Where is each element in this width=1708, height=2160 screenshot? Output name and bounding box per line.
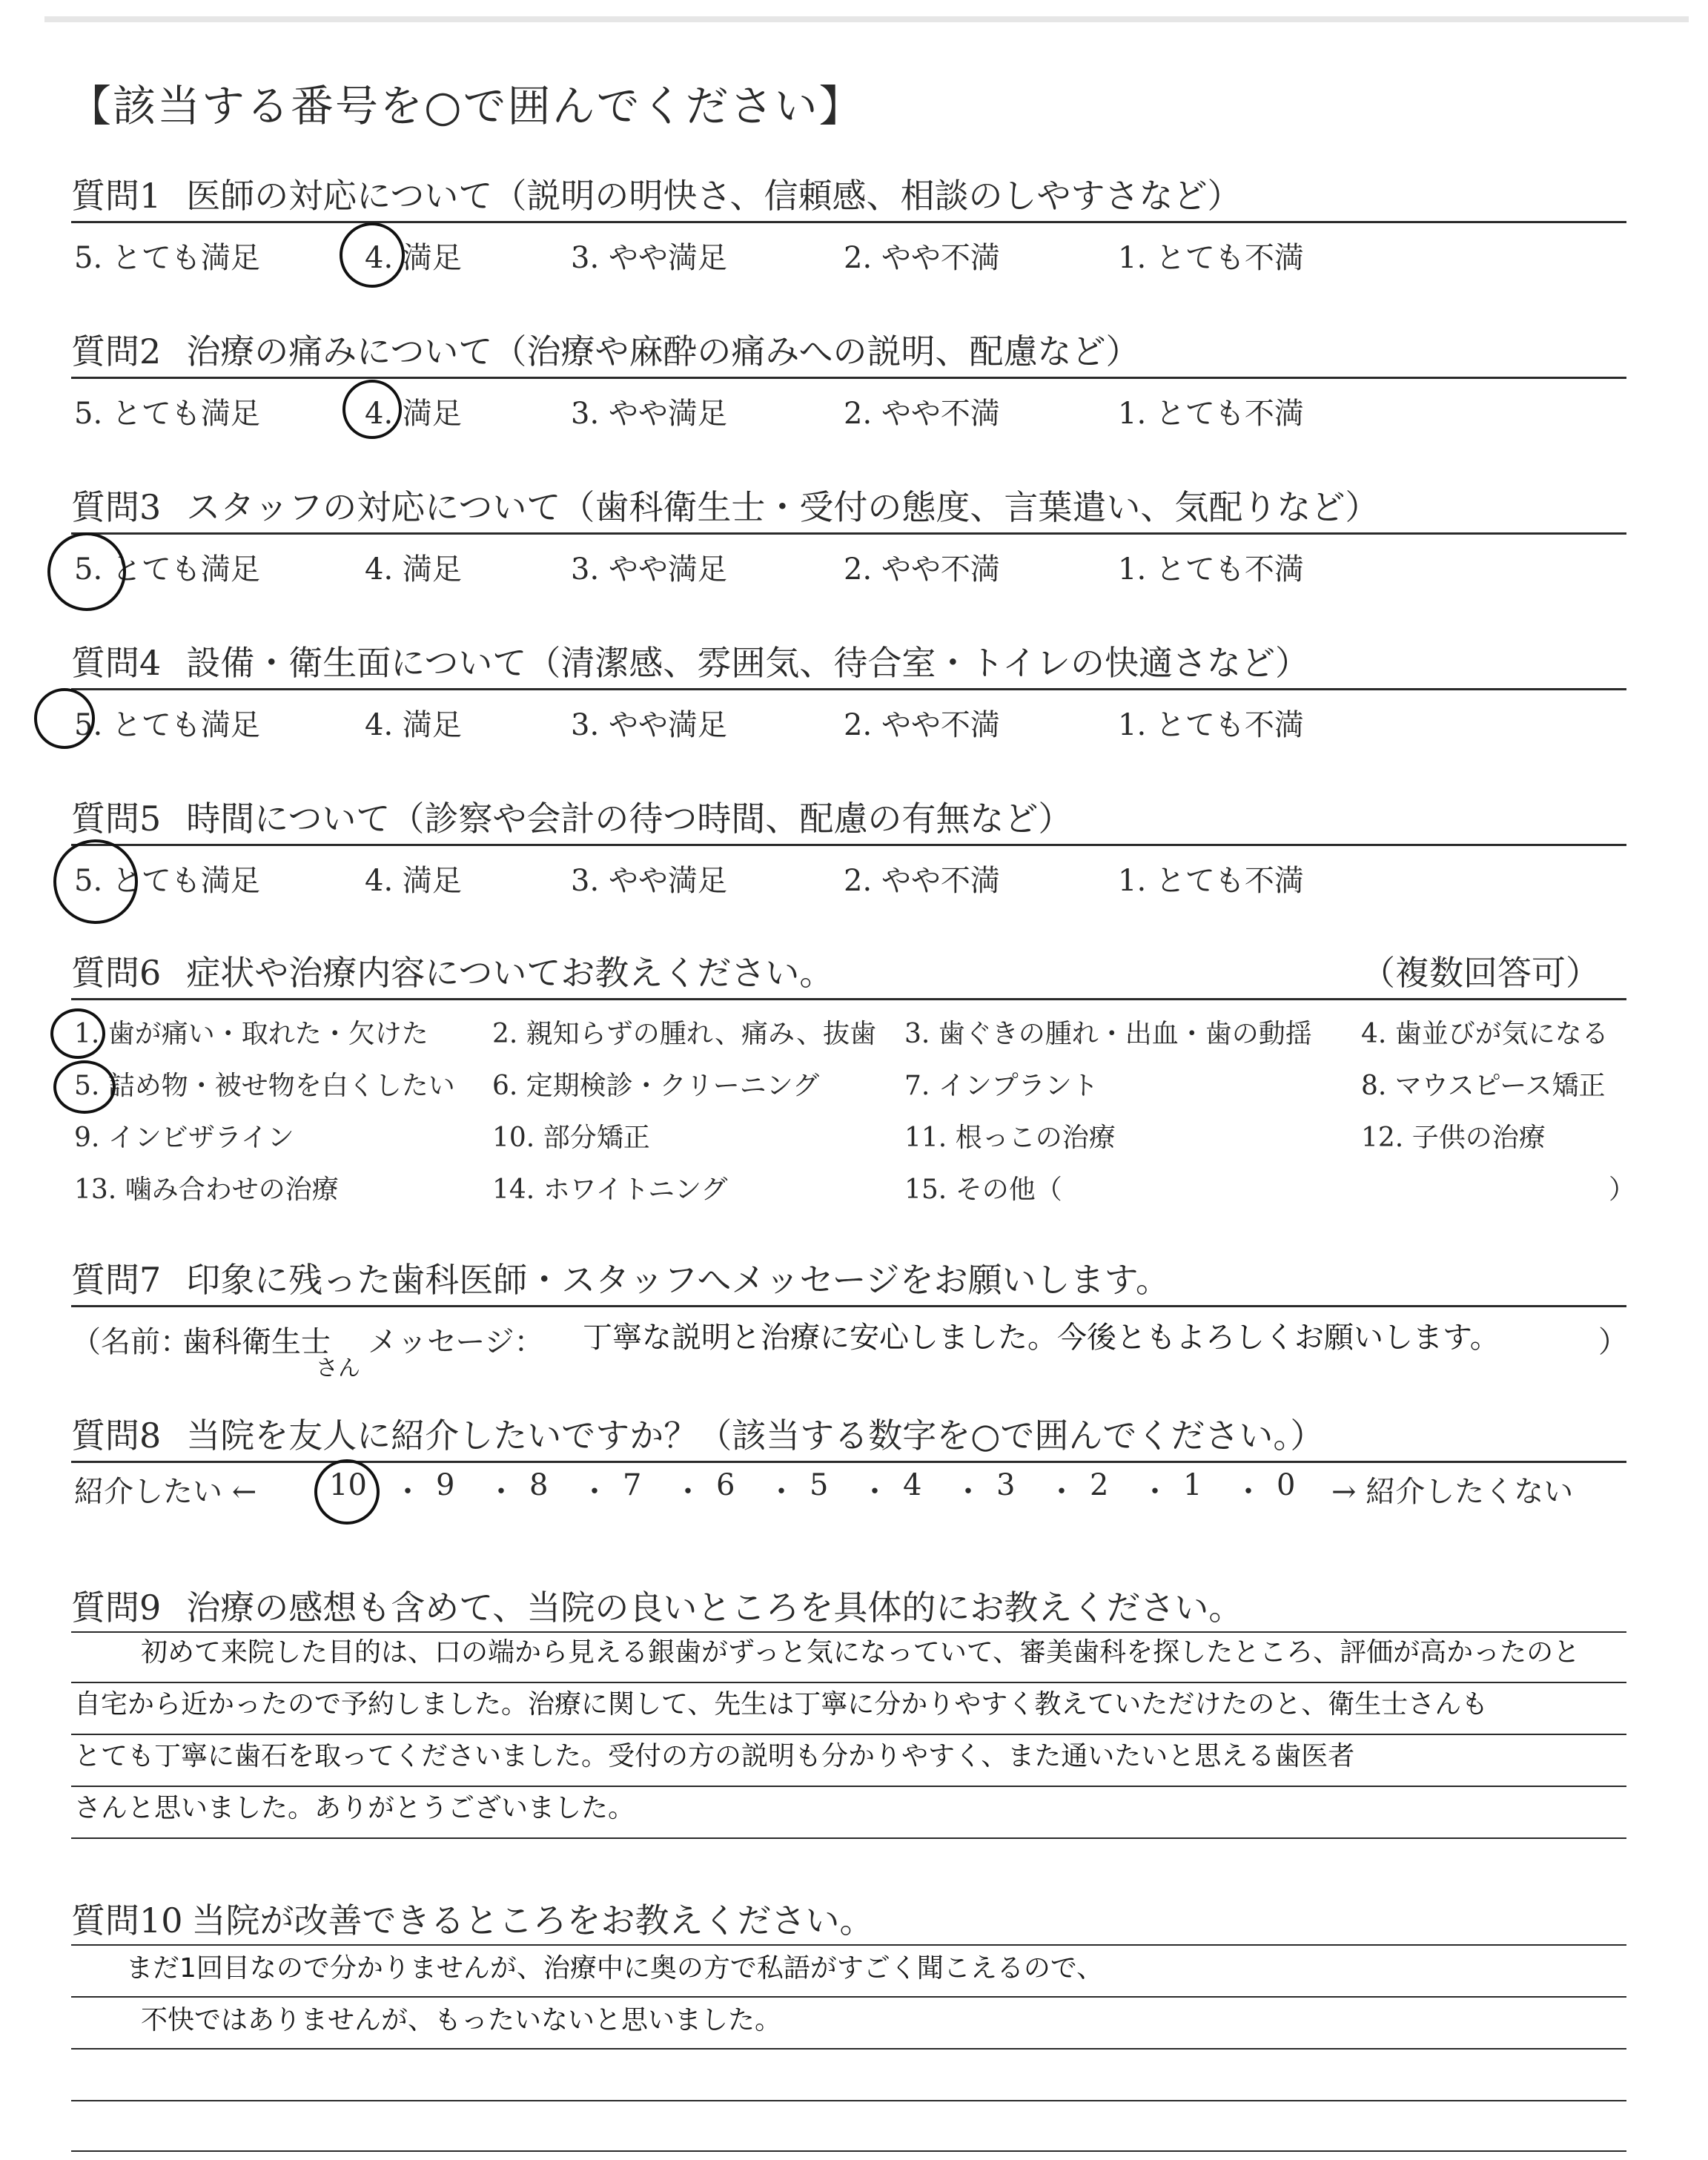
hand-drawn-circle (342, 380, 402, 439)
scale-9[interactable]: 9 (436, 1468, 455, 1502)
hand-drawn-circle (314, 1459, 380, 1525)
q6-option-10[interactable]: 10. 部分矯正 (492, 1123, 650, 1153)
scale-6[interactable]: 6 (716, 1468, 735, 1502)
question-text: スタッフの対応について（歯科衛生士・受付の態度、言葉遣い、気配りなど） (186, 487, 1380, 527)
q6-option-9[interactable]: 9. インビザライン (74, 1123, 294, 1153)
rating-option-3[interactable]: 3. やや満足 (571, 864, 727, 898)
rating-option-2[interactable]: 2. やや不満 (844, 552, 1000, 587)
rating-option-3[interactable]: 3. やや満足 (571, 708, 727, 742)
hand-drawn-circle (50, 1008, 105, 1059)
q6-option-3[interactable]: 3. 歯ぐきの腫れ・出血・歯の動揺 (904, 1019, 1312, 1049)
question-text: 治療の感想も含めて、当院の良いところを具体的にお教えください。 (186, 1588, 1243, 1628)
name-suffix-handwritten: さん (316, 1355, 360, 1381)
scale-7[interactable]: 7 (623, 1468, 642, 1502)
q6-option-5[interactable]: 5. 詰め物・被せ物を白くしたい (74, 1071, 455, 1101)
name-value-handwritten[interactable]: 歯科衛生士 (182, 1325, 331, 1359)
question-text: 設備・衛生面について（清潔感、雰囲気、待合室・トイレの快適さなど） (186, 643, 1310, 683)
hand-drawn-circle (47, 532, 126, 611)
rating-options-q1 (74, 234, 1334, 275)
q6-option-15[interactable]: 15. その他（ (904, 1175, 1062, 1205)
question-rule (71, 532, 1626, 535)
rating-option-2[interactable]: 2. やや不満 (844, 864, 1000, 898)
question-10 (71, 1894, 1628, 1943)
question-text: 医師の対応について（説明の明快さ、信頼感、相談のしやすさなど） (186, 176, 1242, 216)
scale-4[interactable]: 4 (903, 1468, 922, 1502)
question-number: 質問9 (71, 1588, 162, 1628)
multiple-answers-note: （複数回答可） (1361, 953, 1600, 993)
form-title: 【該当する番号を○で囲んでください】 (68, 81, 864, 131)
hand-drawn-circle (53, 839, 138, 924)
rating-option-1[interactable]: 1. とても不満 (1118, 397, 1304, 431)
hand-drawn-circle (340, 222, 405, 288)
scale-dot: ・ (673, 1475, 703, 1509)
question-number: 質問6 (71, 953, 162, 993)
hand-drawn-circle (53, 1060, 116, 1114)
q10-answer-line-1[interactable]: まだ1回目なので分かりませんが、治療中に奥の方で私語がすごく聞こえるので、 (126, 1953, 1104, 1984)
question-rule (71, 1305, 1626, 1307)
question-text: 印象に残った歯科医師・スタッフへメッセージをお願いします。 (186, 1260, 1170, 1300)
q9-answer-line-3[interactable]: とても丁寧に歯石を取ってくださいました。受付の方の説明も分かりやすく、また通いたいと思える歯医者 (74, 1741, 1355, 1771)
scale-10[interactable]: 10 (329, 1468, 367, 1502)
scale-2[interactable]: 2 (1090, 1468, 1109, 1502)
question-8 (71, 1409, 1628, 1458)
rating-option-4[interactable]: 4. 満足 (365, 708, 462, 742)
question-5 (71, 792, 1628, 841)
rating-option-4[interactable]: 4. 満足 (365, 864, 462, 898)
question-number: 質問4 (71, 643, 162, 683)
rating-option-2[interactable]: 2. やや不満 (844, 708, 1000, 742)
question-text: 当院を友人に紹介したいですか？（該当する数字を○で囲んでください。） (186, 1416, 1325, 1456)
writing-line (71, 2150, 1626, 2152)
q6-option-2[interactable]: 2. 親知らずの腫れ、痛み、抜歯 (492, 1019, 877, 1049)
question-rule (71, 377, 1626, 379)
rating-options-q3 (74, 546, 1334, 587)
question-3 (71, 480, 1628, 529)
rating-options-q4 (74, 701, 1334, 742)
writing-line (71, 1996, 1626, 1998)
message-label: メッセージ： (368, 1325, 544, 1359)
question-number: 質問7 (71, 1260, 162, 1300)
scale-dot: ・ (1047, 1475, 1076, 1509)
scale-dot: ・ (1140, 1475, 1170, 1509)
rating-option-3[interactable]: 3. やや満足 (571, 397, 727, 431)
rating-options-q5 (74, 857, 1334, 898)
rating-option-4[interactable]: 4. 満足 (365, 552, 462, 587)
rating-option-4[interactable]: 4. 満足 (365, 397, 462, 431)
q6-option-14[interactable]: 14. ホワイトニング (492, 1175, 728, 1205)
q6-option-1[interactable]: 1. 歯が痛い・取れた・欠けた (74, 1019, 428, 1049)
scale-1[interactable]: 1 (1183, 1468, 1202, 1502)
question-rule (71, 1461, 1626, 1463)
question-text: 治療の痛みについて（治療や麻酔の痛みへの説明、配慮など） (186, 331, 1140, 371)
rating-option-5[interactable]: 5. とても満足 (74, 864, 260, 898)
question-number: 質問1 (71, 176, 162, 216)
question-number: 質問2 (71, 331, 162, 371)
question-number: 質問8 (71, 1416, 162, 1456)
question-text: 時間について（診察や会計の待つ時間、配慮の有無など） (186, 799, 1073, 839)
recommend-left-label: 紹介したい ← (74, 1475, 257, 1509)
rating-option-1[interactable]: 1. とても不満 (1118, 864, 1304, 898)
q6-other-close-paren: ） (1609, 1175, 1636, 1205)
q10-answer-line-2[interactable]: 不快ではありませんが、もったいないと思いました。 (141, 2005, 782, 2035)
recommend-right-label: → 紹介したくない (1331, 1475, 1574, 1509)
scale-dot: ・ (1234, 1475, 1263, 1509)
q6-option-7[interactable]: 7. インプラント (904, 1071, 1099, 1101)
question-rule (71, 998, 1626, 1000)
name-label: （名前： (71, 1325, 190, 1359)
q6-option-4[interactable]: 4. 歯並びが気になる (1361, 1019, 1609, 1049)
message-close-paren: ） (1598, 1325, 1628, 1359)
question-9 (71, 1581, 1628, 1630)
scale-5[interactable]: 5 (810, 1468, 829, 1502)
q9-answer-line-4[interactable]: さんと思いました。ありがとうございました。 (74, 1793, 635, 1823)
question-number: 質問5 (71, 799, 162, 839)
question-text: 当院が改善できるところをお教えください。 (191, 1900, 874, 1941)
q9-answer-line-2[interactable]: 自宅から近かったので予約しました。治療に関して、先生は丁寧に分かりやすく教えていただけたのと、衛生士さんも (74, 1689, 1489, 1720)
question-rule (71, 844, 1626, 846)
scale-3[interactable]: 3 (996, 1468, 1016, 1502)
question-1 (71, 169, 1628, 218)
rating-option-2[interactable]: 2. やや不満 (844, 397, 1000, 431)
scale-dot: ・ (767, 1475, 796, 1509)
q6-option-8[interactable]: 8. マウスピース矯正 (1361, 1071, 1606, 1101)
q6-option-13[interactable]: 13. 噛み合わせの治療 (74, 1175, 339, 1205)
scale-0[interactable]: 0 (1277, 1468, 1296, 1502)
question-4 (71, 636, 1628, 685)
rating-option-5[interactable]: 5. とても満足 (74, 241, 260, 275)
writing-line (71, 2048, 1626, 2050)
scale-dot: ・ (486, 1475, 516, 1509)
hand-drawn-circle (34, 688, 95, 749)
rating-option-5[interactable]: 5. とても満足 (74, 708, 260, 742)
scale-dot: ・ (953, 1475, 983, 1509)
q6-option-6[interactable]: 6. 定期検診・クリーニング (492, 1071, 820, 1101)
rating-option-1[interactable]: 1. とても不満 (1118, 241, 1304, 275)
writing-line (71, 1837, 1626, 1839)
rating-option-5[interactable]: 5. とても満足 (74, 552, 260, 587)
question-text: 症状や治療内容についてお教えください。 (186, 953, 834, 993)
scale-dot: ・ (393, 1475, 423, 1509)
question-rule (71, 688, 1626, 690)
q6-option-12[interactable]: 12. 子供の治療 (1361, 1123, 1546, 1153)
rating-option-2[interactable]: 2. やや不満 (844, 241, 1000, 275)
question-2 (71, 325, 1628, 374)
rating-options-q2 (74, 390, 1334, 431)
scale-dot: ・ (860, 1475, 890, 1509)
question-number: 質問10 (71, 1900, 183, 1941)
q9-answer-line-1[interactable]: 初めて来院した目的は、口の端から見える銀歯がずっと気になっていて、審美歯科を探したところ、評価が高かったのと (141, 1637, 1580, 1668)
recommend-scale (74, 1468, 1631, 1513)
rating-option-1[interactable]: 1. とても不満 (1118, 708, 1304, 742)
rating-option-3[interactable]: 3. やや満足 (571, 241, 727, 275)
question-rule (71, 221, 1626, 223)
rating-option-4[interactable]: 4. 満足 (365, 241, 462, 275)
q7-message-row (71, 1314, 1635, 1381)
top-scan-edge (44, 16, 1689, 22)
question-7 (71, 1253, 1628, 1302)
writing-line (71, 1944, 1626, 1946)
message-value-handwritten[interactable]: 丁寧な説明と治療に安心しました。今後ともよろしくお願いします。 (583, 1321, 1500, 1355)
scale-8[interactable]: 8 (529, 1468, 549, 1502)
question-number: 質問3 (71, 487, 162, 527)
q6-option-11[interactable]: 11. 根っこの治療 (904, 1123, 1116, 1153)
rating-option-5[interactable]: 5. とても満足 (74, 397, 260, 431)
writing-line (71, 2100, 1626, 2101)
rating-option-1[interactable]: 1. とても不満 (1118, 552, 1304, 587)
scale-dot: ・ (580, 1475, 609, 1509)
rating-option-3[interactable]: 3. やや満足 (571, 552, 727, 587)
